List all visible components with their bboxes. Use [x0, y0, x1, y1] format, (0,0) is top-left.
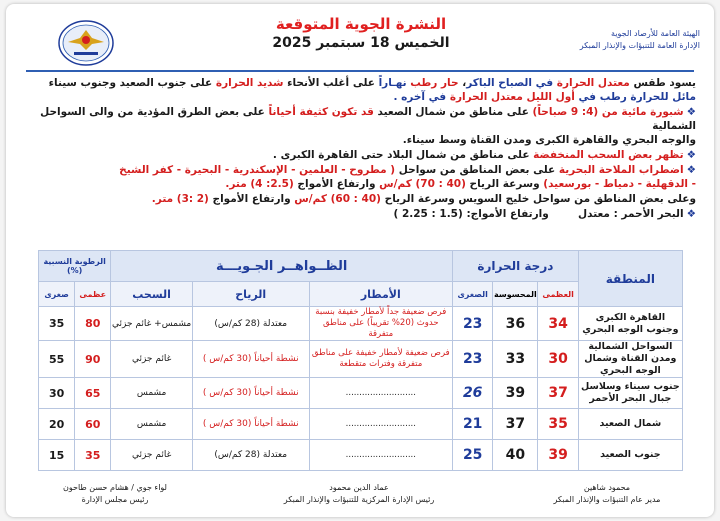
wind-cell: نشطة أحياناً (30 كم/س )	[192, 378, 309, 409]
diamond-bullet-icon: ❖	[686, 208, 696, 220]
min-temp-cell: 26	[453, 378, 493, 409]
min-humidity-cell: 15	[39, 440, 75, 471]
rain-header: الأمطار	[309, 282, 453, 307]
table-row	[39, 440, 683, 471]
forecast-paragraph-general: يسود طقس معتدل الحرارة في الصباح الباكر، حار رطب نهـاراً على أغلب الأنحاء شديد الحرارة على جنوب الصعيد وجنوب سيناء مائل للحرارة رطب في أول الليل معتدل الحرارة في آخره .	[48, 77, 696, 103]
feels-like-cell: 37	[493, 409, 538, 440]
eagle-emblem-icon	[58, 18, 114, 68]
feels-like-header: المحسوسة	[493, 282, 538, 307]
max-temp-cell: 35	[538, 409, 578, 440]
max-temp-cell: 39	[538, 440, 578, 471]
rain-cell: ..........................	[309, 378, 453, 409]
forecast-paragraph-clouds: ❖تظهر بعض السحب المنخفضة على مناطق من شمال البلاد حتى القاهرة الكبرى .	[272, 149, 696, 161]
org-department: الإدارة العامة للتنبؤات والإنذار المبكر	[579, 41, 700, 50]
signature-role: مدير عام التنبؤات والإنذار المبكر	[553, 495, 661, 504]
region-cell: جنوب سيناء وسلاسل جبال البحر الأحمر	[578, 378, 682, 409]
signature-block-1	[522, 482, 692, 506]
feels-like-cell: 36	[493, 307, 538, 341]
max-humidity-cell: 80	[75, 307, 111, 341]
clouds-cell: مشمس	[111, 378, 193, 409]
region-cell: شمال الصعيد	[578, 409, 682, 440]
forecast-table	[38, 250, 683, 471]
bulletin-title: النشرة الجوية المتوقعة	[275, 15, 447, 33]
clouds-header: السحب	[111, 282, 193, 307]
clouds-cell: غائم جزئي	[111, 440, 193, 471]
signature-block-3	[30, 482, 200, 506]
forecast-paragraph-marine: ❖اضطراب الملاحة البحرية على بعض المناطق من سواحل ( مطروح - العلمين - الإسكندرية - البحيرة - كفر الشيخ - الدقهلية - دمياط - بورسعيد) وسرعة الرياح (40 : 70) كم/س وارتفاع الأمواج (2.5: 4) متر.	[119, 164, 696, 190]
bulletin-page	[6, 4, 714, 517]
min-humidity-cell: 55	[39, 341, 75, 378]
clouds-cell: مشمس	[111, 409, 193, 440]
max-humidity-cell: 60	[75, 409, 111, 440]
max-humidity-cell: 35	[75, 440, 111, 471]
wind-cell: نشطة أحياناً (30 كم/س )	[192, 341, 309, 378]
wind-cell: نشطة أحياناً (30 كم/س )	[192, 409, 309, 440]
signature-name: عماد الدين محمود	[329, 483, 389, 492]
max-temp-cell: 37	[538, 378, 578, 409]
table-row	[39, 341, 683, 378]
phenomena-header: الظــواهــر الجـويـــة	[111, 251, 453, 282]
feels-like-cell: 40	[493, 440, 538, 471]
min-temp-cell: 21	[453, 409, 493, 440]
rain-cell: ..........................	[309, 409, 453, 440]
min-humidity-cell: 35	[39, 307, 75, 341]
forecast-paragraph-red-sea: ❖البحر الأحمر : معتدل وارتفاع الأمواج: (1.5 : 2.25 )	[393, 208, 696, 220]
region-cell: السواحل الشمالية ومدن القناة وشمال الوجه البحري	[578, 341, 682, 378]
header-divider	[26, 70, 694, 72]
bulletin-date: الخميس 18 سبتمبر 2025	[272, 35, 450, 51]
min-temp-cell: 23	[453, 307, 493, 341]
max-temp-header: العظمى	[538, 282, 578, 307]
region-cell: القاهرة الكبرى وجنوب الوجه البحري	[578, 307, 682, 341]
region-cell: جنوب الصعيد	[578, 440, 682, 471]
min-temp-cell: 23	[453, 341, 493, 378]
wind-cell: معتدلة (28 كم/س)	[192, 440, 309, 471]
max-humidity-header: عظمى	[75, 282, 111, 307]
diamond-bullet-icon: ❖	[686, 164, 696, 176]
diamond-bullet-icon: ❖	[686, 149, 696, 161]
feels-like-cell: 33	[493, 341, 538, 378]
max-humidity-cell: 90	[75, 341, 111, 378]
bulletin-title-block	[241, 14, 481, 52]
min-humidity-header: صغرى	[39, 282, 75, 307]
temperature-header: درجة الحرارة	[453, 251, 579, 282]
table-header-row	[39, 251, 683, 282]
wind-header: الرياح	[192, 282, 309, 307]
signature-role: رئيس الإدارة المركزية للتنبؤات والإنذار المبكر	[283, 495, 435, 504]
diamond-bullet-icon: ❖	[686, 106, 696, 118]
max-temp-cell: 30	[538, 341, 578, 378]
signature-role: رئيس مجلس الإدارة	[81, 495, 149, 504]
region-header: المنطقة	[578, 251, 682, 307]
clouds-cell: مشمس+ غائم جزئي	[111, 307, 193, 341]
feels-like-cell: 39	[493, 378, 538, 409]
rain-cell: فرص ضعيفة جداً لأمطار خفيفة بنسبة حدوث (20% تقريباً) على مناطق متفرقة	[309, 307, 453, 341]
min-humidity-cell: 30	[39, 378, 75, 409]
min-humidity-cell: 20	[39, 409, 75, 440]
table-row	[39, 409, 683, 440]
signature-name: لواء جوي / هشام حسن طاحون	[63, 483, 167, 492]
forecast-text	[24, 76, 696, 222]
max-humidity-cell: 65	[75, 378, 111, 409]
signature-block-2	[254, 482, 464, 506]
signature-name: محمود شاهين	[583, 483, 631, 492]
org-name: الهيئة العامة للأرصاد الجوية	[611, 29, 700, 38]
table-row	[39, 378, 683, 409]
table-row	[39, 307, 683, 341]
clouds-cell: غائم جزئي	[111, 341, 193, 378]
rain-cell: فرص ضعيفة لأمطار خفيفة على مناطق متفرقة وفترات متقطعة	[309, 341, 453, 378]
min-temp-header: الصغرى	[453, 282, 493, 307]
wind-cell: معتدلة (28 كم/س)	[192, 307, 309, 341]
forecast-paragraph-suez: وعلى بعض المناطق من سواحل خليج السويس وسرعة الرياح (40 : 60) كم/س وارتفاع الأمواج (2 :3) متر.	[151, 193, 696, 205]
min-temp-cell: 25	[453, 440, 493, 471]
rain-cell: ..........................	[309, 440, 453, 471]
organization-block	[500, 28, 700, 52]
forecast-paragraph-fog: ❖شبورة مائية من (4: 9 صباحاً) على مناطق من شمال الصعيد قد تكون كثيفة أحياناً على بعض الطرق المؤدية من والى السواحل الشمالية والوجه البحري والقاهرة الكبرى ومدن القناة وسط سيناء.	[40, 106, 696, 146]
max-temp-cell: 34	[538, 307, 578, 341]
humidity-header: الرطوبة النسبية (%)	[39, 251, 111, 282]
